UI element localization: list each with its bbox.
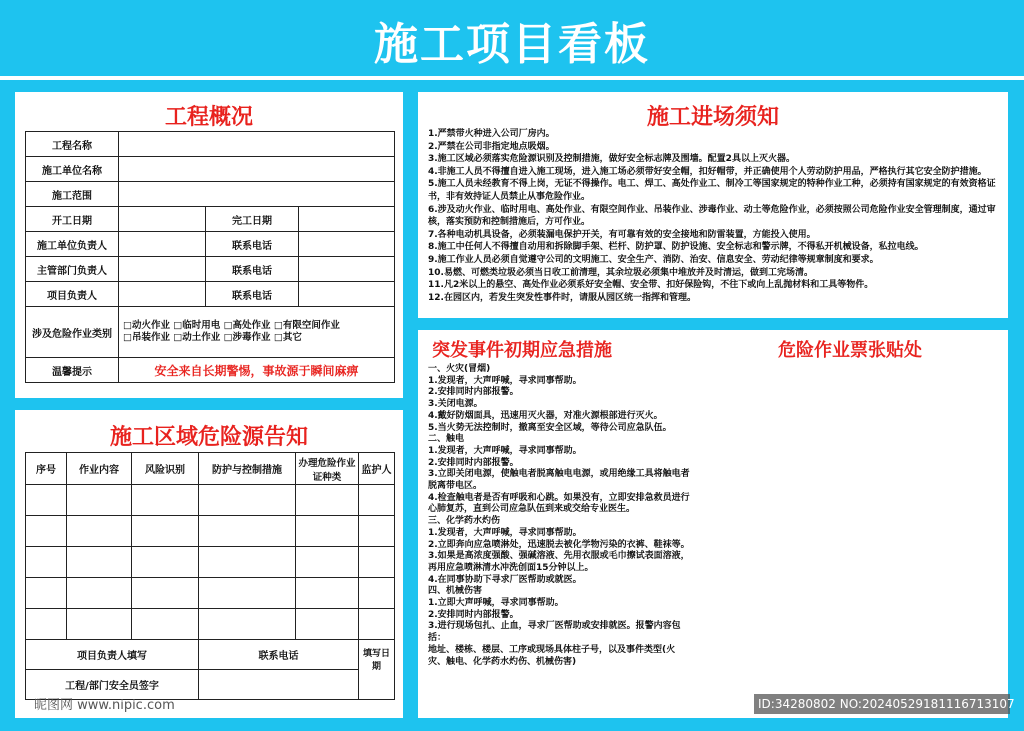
emergency-line: 1.发现者，大声呼喊，寻求同事帮助。 <box>428 527 582 538</box>
notice-item: 2.严禁在公司非指定地点吸烟。 <box>428 141 555 152</box>
emergency-line: 四、机械伤害 <box>428 586 483 597</box>
footer-label: 项目负责人填写 <box>26 640 199 670</box>
emergency-line: 地址、楼栋、楼层、工序或现场具体柱子号，以及事件类型(火灾、触电、化学药水灼伤、机械伤害) <box>428 644 676 667</box>
col-header: 监护人 <box>359 453 395 485</box>
overview-title: 工程概况 <box>164 105 253 130</box>
notice-item: 11.凡2米以上的悬空、高处作业必须系好安全帽、安全带、扣好保险钩，不往下或向上乱抛材料和工具等物件。 <box>428 280 874 291</box>
table-row <box>26 157 395 182</box>
value-cell <box>119 182 395 207</box>
hazard-checkboxes[interactable] <box>119 307 395 358</box>
emergency-panel <box>418 330 1008 718</box>
tip-label: 温馨提示 <box>26 358 119 383</box>
notice-item: 7.各种电动机具设备，必须装漏电保护开关，有可靠有效的安全接地和防雷装置，方能投入使用。 <box>428 229 816 240</box>
notice-item: 6.涉及动火作业、临时用电、高处作业、有限空间作业、吊装作业、涉毒作业、动土等危险作业，必须按照公司危险作业安全管理制度，通过审核，落实预防和控制措施后，方可作业。 <box>428 204 996 228</box>
value-cell <box>119 257 206 282</box>
row-label: 施工单位负责人 <box>26 232 119 257</box>
permit-area-title: 危险作业票张贴处 <box>778 340 922 361</box>
value-cell <box>119 207 206 232</box>
value-cell <box>299 257 395 282</box>
value-cell <box>299 207 395 232</box>
notice-item: 1.严禁带火种进入公司厂房内。 <box>428 129 555 139</box>
hazard-board-panel <box>15 410 403 718</box>
watermark-left: 昵图网 www.nipic.com <box>34 698 175 713</box>
col-header: 办理危险作业证种类 <box>296 453 359 485</box>
tip-text: 安全来自长期警惕，事故源于瞬间麻痹 <box>119 358 395 383</box>
table-row <box>26 307 395 358</box>
emergency-line: 3.如果是高浓度强酸、强碱溶液、先用衣服或毛巾擦试表面溶液，再用应急喷淋清水冲洗创面15分钟以上。 <box>428 551 690 573</box>
emergency-line: 1.立即大声呼喊，寻求同事帮助。 <box>428 598 564 609</box>
value-cell <box>299 232 395 257</box>
watermark-right: ID:34280802 NO:20240529181116713107 <box>758 697 1015 711</box>
value-cell <box>119 232 206 257</box>
value-cell <box>119 282 206 307</box>
row-label: 施工范围 <box>26 182 119 207</box>
table-header-row <box>26 453 395 485</box>
entry-notice-title: 施工进场须知 <box>646 105 779 130</box>
row-label: 联系电话 <box>206 232 299 257</box>
hazard-line-2: □吊装作业 □动土作业 □涉毒作业 □其它 <box>123 332 302 343</box>
hazard-table <box>25 452 395 700</box>
emergency-line: 2.安排同时内部报警。 <box>428 387 519 398</box>
row-label: 主管部门负责人 <box>26 257 119 282</box>
col-header: 作业内容 <box>67 453 132 485</box>
col-header: 风险识别 <box>132 453 199 485</box>
table-row <box>26 207 395 232</box>
row-label: 开工日期 <box>26 207 119 232</box>
emergency-line: 3.进行现场包扎、止血，寻求厂医帮助或安排就医。报警内容包括： <box>428 621 681 644</box>
col-header: 防护与控制措施 <box>199 453 296 485</box>
footer-label: 工程/部门安全员签字 <box>26 670 199 700</box>
table-row <box>26 132 395 157</box>
entry-notice-list <box>428 128 998 304</box>
emergency-line: 三、化学药水灼伤 <box>428 516 501 527</box>
value-cell <box>119 132 395 157</box>
emergency-line: 2.立即奔向应急喷淋处，迅速脱去被化学物污染的衣裤、鞋袜等。 <box>428 539 690 550</box>
notice-item: 8.施工中任何人不得擅自动用和拆除脚手架、栏杆、防护罩、防护设施、安全标志和警示牌，不得私开机械设备，私拉电线。 <box>428 242 924 253</box>
table-row <box>26 547 395 578</box>
row-label: 联系电话 <box>206 282 299 307</box>
emergency-line: 2.安排同时内部报警。 <box>428 457 519 468</box>
row-label: 项目负责人 <box>26 282 119 307</box>
emergency-line: 4.在同事协助下寻求厂医帮助或就医。 <box>428 574 582 585</box>
table-row <box>26 609 395 640</box>
overview-panel <box>15 92 403 398</box>
notice-item: 9.施工作业人员必须自觉遵守公司的文明施工、安全生产、消防、治安、信息安全、劳动纪律等规章制度和要求。 <box>428 254 879 265</box>
table-row <box>26 182 395 207</box>
emergency-title: 突发事件初期应急措施 <box>432 340 612 361</box>
emergency-line: 3.关闭电源。 <box>428 399 483 410</box>
table-row <box>26 257 395 282</box>
table-row <box>26 232 395 257</box>
value-cell <box>119 157 395 182</box>
row-label: 完工日期 <box>206 207 299 232</box>
table-row <box>26 516 395 547</box>
notice-item: 5.施工人员未经教育不得上岗，无证不得操作。电工、焊工、高处作业工、制冷工等国家规定的特种作业工种，必须持有国家规定的有效资格证书，非有效持证人员禁止从事危险作业。 <box>428 179 996 202</box>
value-cell <box>299 282 395 307</box>
emergency-line: 1.发现者，大声呼喊，寻求同事帮助。 <box>428 445 582 456</box>
table-row <box>26 282 395 307</box>
footer-date-label: 填写日期 <box>359 640 395 700</box>
emergency-line: 一、火灾(冒烟) <box>428 364 491 374</box>
emergency-line: 4.检查触电者是否有呼吸和心跳。如果没有，立即安排急救员进行心肺复苏，直到公司应急队伍到来或交给专业医生。 <box>428 492 690 515</box>
col-header: 序号 <box>26 453 67 485</box>
hazard-line-1: □动火作业 □临时用电 □高处作业 □有限空间作业 <box>123 320 340 331</box>
table-row <box>26 485 395 516</box>
emergency-line: 2.安排同时内部报警。 <box>428 609 519 620</box>
notice-item: 4.非施工人员不得擅自进入施工现场，进入施工场必须带好安全帽，扣好帽带，并正确使用个人劳动防护用品，严格执行其它安全防护措施。 <box>428 166 987 177</box>
emergency-list <box>428 364 690 668</box>
emergency-line: 4.戴好防烟面具，迅速用灭火器，对准火源根部进行灭火。 <box>428 410 663 421</box>
notice-item: 12.在园区内，若发生突发性事件时，请服从园区统一指挥和管理。 <box>428 292 696 303</box>
emergency-line: 3.立即关闭电源，使触电者脱离触电电源，或用绝缘工具将触电者脱离带电区。 <box>428 469 690 492</box>
page-title: 施工项目看板 <box>374 19 650 70</box>
emergency-line: 5.当火势无法控制时，撤离至安全区域，等待公司应急队伍。 <box>428 422 672 433</box>
emergency-line: 二、触电 <box>428 434 465 445</box>
row-label: 联系电话 <box>206 257 299 282</box>
hazard-category-label: 涉及危险作业类别 <box>26 307 119 358</box>
header-divider <box>0 76 1024 80</box>
notice-item: 3.施工区域必须落实危险源识别及控制措施，做好安全标志牌及围墙。配置2具以上灭火器。 <box>428 154 795 165</box>
hazard-board-title: 施工区域危险源告知 <box>109 425 308 450</box>
row-label: 施工单位名称 <box>26 157 119 182</box>
table-row <box>26 640 395 670</box>
entry-notice-panel <box>418 92 1008 318</box>
emergency-line: 1.发现者，大声呼喊，寻求同事帮助。 <box>428 375 582 386</box>
footer-label: 联系电话 <box>199 640 359 670</box>
overview-table <box>25 131 395 383</box>
notice-item: 10.易燃、可燃类垃圾必须当日收工前清理，其余垃圾必须集中堆放并及时清运，做到工完场清。 <box>428 267 813 278</box>
table-row <box>26 358 395 383</box>
row-label: 工程名称 <box>26 132 119 157</box>
table-row <box>26 578 395 609</box>
